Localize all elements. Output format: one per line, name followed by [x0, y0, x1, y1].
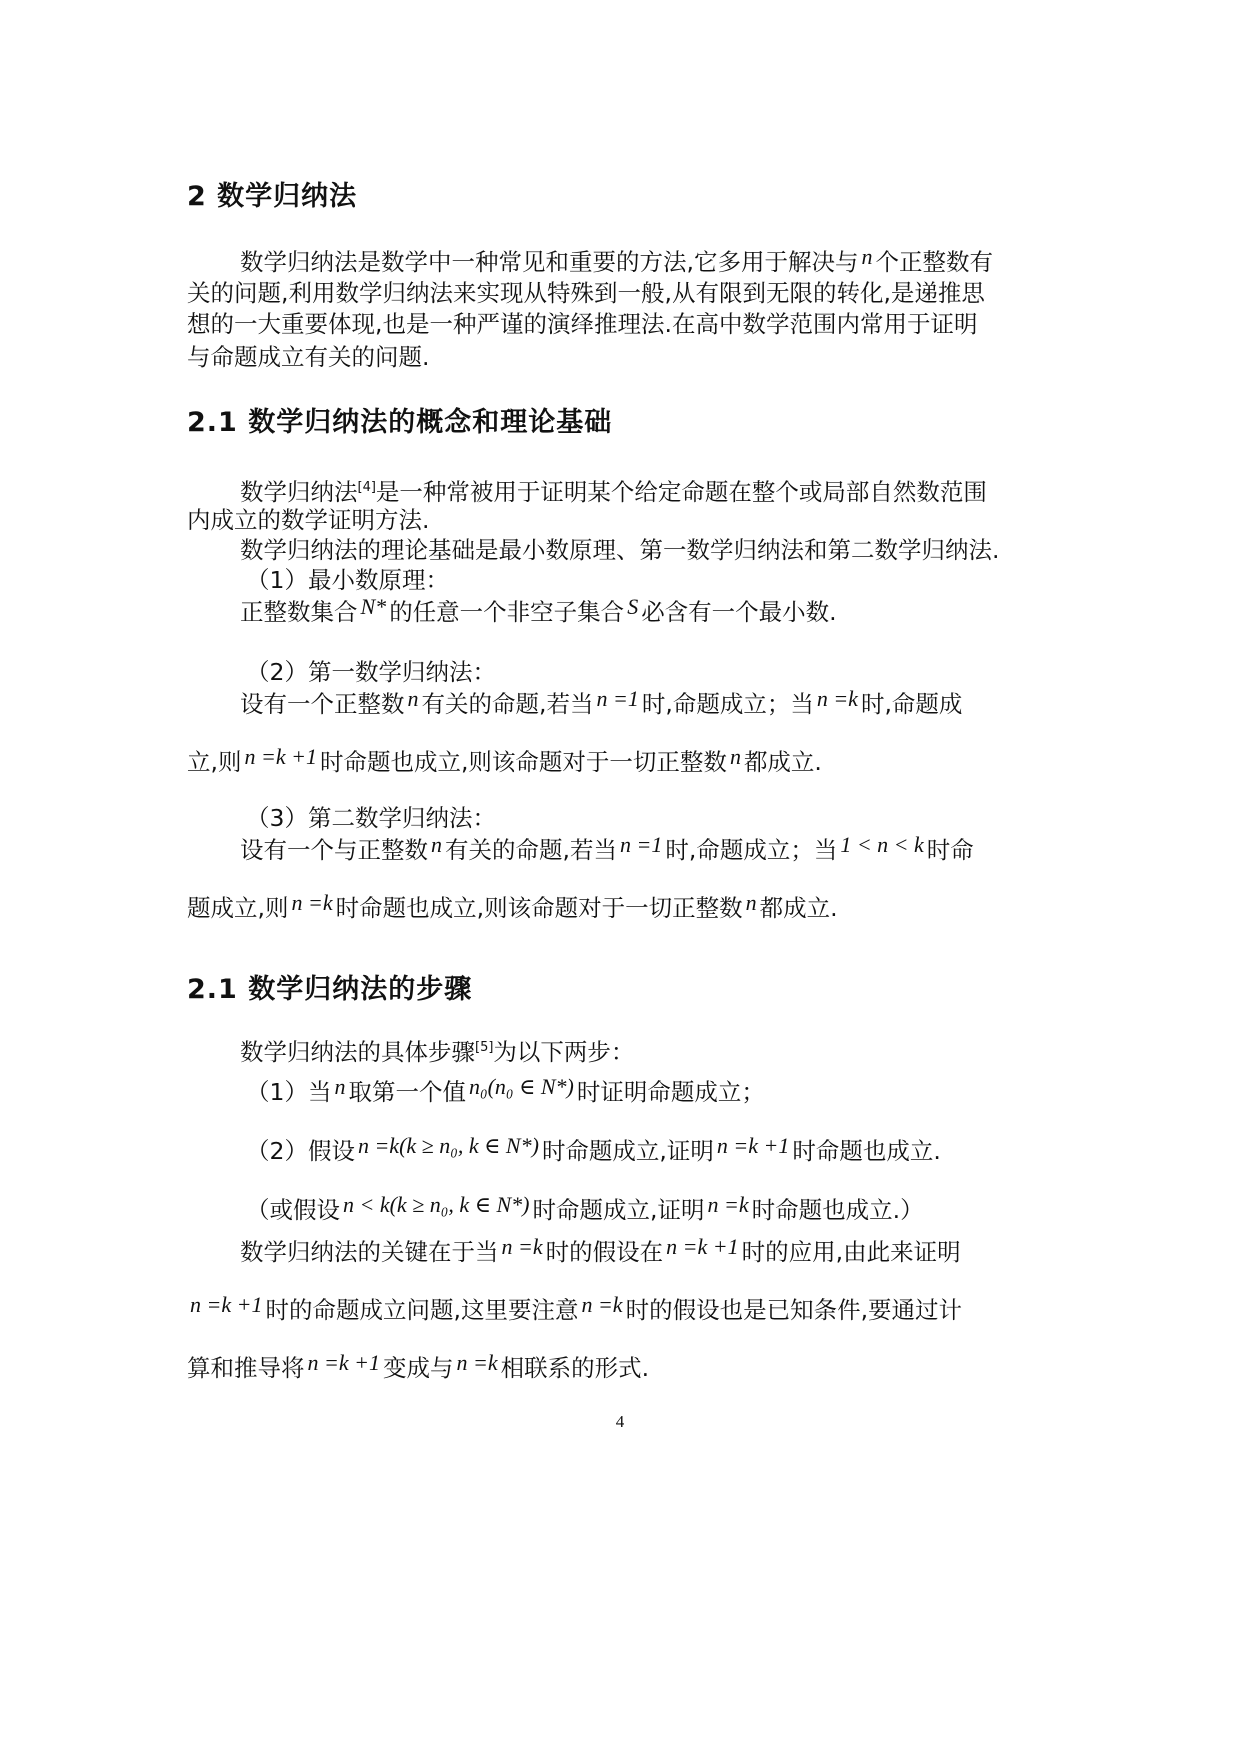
math-formula: n	[729, 744, 741, 769]
text-span: 时,命题成立；当	[641, 690, 814, 718]
text-span: 时命题也成立.	[792, 1137, 941, 1165]
text-span: 算和推导将	[187, 1354, 305, 1382]
text-span: （或假设	[246, 1196, 340, 1224]
text-span: （2）第一数学归纳法：	[246, 658, 496, 686]
text-span: 是一种常被用于证明某个给定命题在整个或局部自然数范围	[375, 477, 987, 506]
text-span: 设有一个与正整数	[240, 836, 428, 864]
text-span: 都成立.	[759, 894, 838, 922]
text-span: 2 数学归纳法	[187, 181, 358, 212]
text-span: 为以下两步：	[493, 1037, 635, 1066]
text-span: 时的假设在	[545, 1238, 664, 1266]
math-formula: n < k(k ≥ n₀, k ∈ N*)	[343, 1192, 530, 1217]
text-span: 数学归纳法的具体步骤	[240, 1037, 475, 1066]
text-span: 时的假设也是已知条件,要通过计	[625, 1296, 963, 1324]
text-span: （1）最小数原理：	[246, 566, 449, 594]
math-formula: S	[627, 594, 639, 619]
text-span: 与命题成立有关的问题.	[187, 343, 430, 371]
math-formula: n =k +1	[244, 744, 317, 769]
math-formula: 1 < n < k	[840, 832, 924, 857]
text-line	[187, 890, 838, 923]
text-line	[240, 1033, 635, 1066]
math-formula: n	[407, 686, 419, 711]
math-formula: n =k	[501, 1234, 543, 1259]
text-span: 数学归纳法是数学中一种常见和重要的方法,它多用于解决与	[240, 248, 859, 276]
text-span: 题成立,则	[187, 894, 289, 922]
citation-ref: [4]	[357, 480, 376, 495]
text-span: 相联系的形式.	[500, 1354, 650, 1382]
text-line	[240, 594, 837, 627]
page-number: 4	[615, 1412, 625, 1431]
text-span: 时证明命题成立；	[576, 1078, 765, 1106]
text-line	[246, 803, 496, 833]
text-span: 数学归纳法的关键在于当	[240, 1238, 499, 1266]
text-line	[187, 309, 977, 339]
math-formula: n =k +1	[190, 1292, 263, 1317]
text-span: 变成与	[382, 1354, 454, 1382]
text-span: 时命	[926, 836, 974, 864]
text-span: 有关的命题,若当	[421, 690, 594, 718]
math-formula: n =k	[707, 1192, 749, 1217]
text-span: 时命题成立,证明	[532, 1196, 705, 1224]
math-formula: n =k +1	[666, 1234, 739, 1259]
text-span: 时,命题成立；当	[665, 836, 838, 864]
text-span: 时的应用,由此来证明	[741, 1238, 961, 1266]
math-formula: n =k +1	[716, 1133, 790, 1158]
text-span: 个正整数有	[875, 248, 993, 276]
text-span: 必含有一个最小数.	[641, 598, 837, 626]
text-span: 时的命题成立问题,这里要注意	[265, 1296, 579, 1324]
math-formula: n =k	[581, 1292, 623, 1317]
text-span: （2）假设	[246, 1137, 355, 1165]
text-span: 时,命题成	[860, 690, 963, 718]
math-formula: n =k	[456, 1350, 498, 1375]
citation-ref: [5]	[475, 1040, 494, 1055]
math-formula: n	[745, 890, 757, 915]
text-span: （3）第二数学归纳法：	[246, 804, 496, 832]
text-line	[187, 342, 429, 372]
text-span: 取第一个值	[348, 1078, 466, 1106]
math-formula: n	[861, 244, 873, 269]
text-line	[246, 1074, 765, 1107]
math-formula: n =k	[816, 686, 858, 711]
text-span: 时命题也成立.）	[751, 1196, 924, 1224]
text-span: 设有一个正整数	[240, 690, 405, 718]
text-span: 时命题成立,证明	[541, 1137, 714, 1165]
section-heading	[187, 408, 612, 438]
text-span: 2.1 数学归纳法的步骤	[187, 974, 473, 1005]
math-formula: n	[431, 832, 442, 857]
text-line	[187, 505, 429, 535]
text-span: 正整数集合	[240, 598, 358, 626]
text-span: 立,则	[187, 748, 242, 776]
text-span: 都成立.	[743, 748, 822, 776]
text-span: 数学归纳法	[240, 477, 358, 506]
text-span: 的任意一个非空子集合	[389, 598, 625, 626]
text-line	[187, 744, 822, 777]
text-span: 有关的命题,若当	[445, 836, 617, 864]
text-span: 内成立的数学证明方法.	[187, 506, 430, 534]
text-line	[240, 473, 987, 506]
math-formula: n	[334, 1074, 346, 1099]
text-line	[246, 1133, 941, 1166]
text-line	[240, 686, 963, 719]
text-line	[187, 1350, 650, 1383]
text-line	[240, 244, 993, 277]
text-span: 数学归纳法的理论基础是最小数原理、第一数学归纳法和第二数学归纳法.	[240, 536, 1000, 564]
text-line	[246, 657, 496, 687]
text-line	[240, 1234, 961, 1267]
math-formula: n =1	[596, 686, 639, 711]
text-span: 2.1 数学归纳法的概念和理论基础	[187, 407, 613, 438]
math-formula: n =k +1	[307, 1350, 380, 1375]
text-line	[240, 832, 974, 865]
text-span: 关的问题,利用数学归纳法来实现从特殊到一般,从有限到无限的转化,是递推思	[187, 279, 985, 307]
text-line	[246, 565, 449, 595]
math-formula: n =1	[619, 832, 663, 857]
text-span: 时命题也成立,则该命题对于一切正整数	[319, 748, 727, 776]
math-formula: N*	[360, 594, 387, 619]
text-line	[187, 1292, 963, 1325]
text-span: 想的一大重要体现,也是一种严谨的演绎推理法.在高中数学范围内常用于证明	[187, 310, 978, 338]
text-line	[187, 278, 985, 308]
section-heading	[187, 182, 357, 212]
math-formula: n₀(n₀ ∈ N*)	[468, 1074, 574, 1099]
section-heading	[187, 975, 472, 1005]
text-span: （1）当	[246, 1078, 332, 1106]
text-span: 时命题也成立,则该命题对于一切正整数	[335, 894, 743, 922]
text-line	[246, 1192, 924, 1225]
math-formula: n =k(k ≥ n₀, k ∈ N*)	[357, 1133, 539, 1158]
math-formula: n =k	[291, 890, 333, 915]
text-line	[240, 535, 999, 565]
